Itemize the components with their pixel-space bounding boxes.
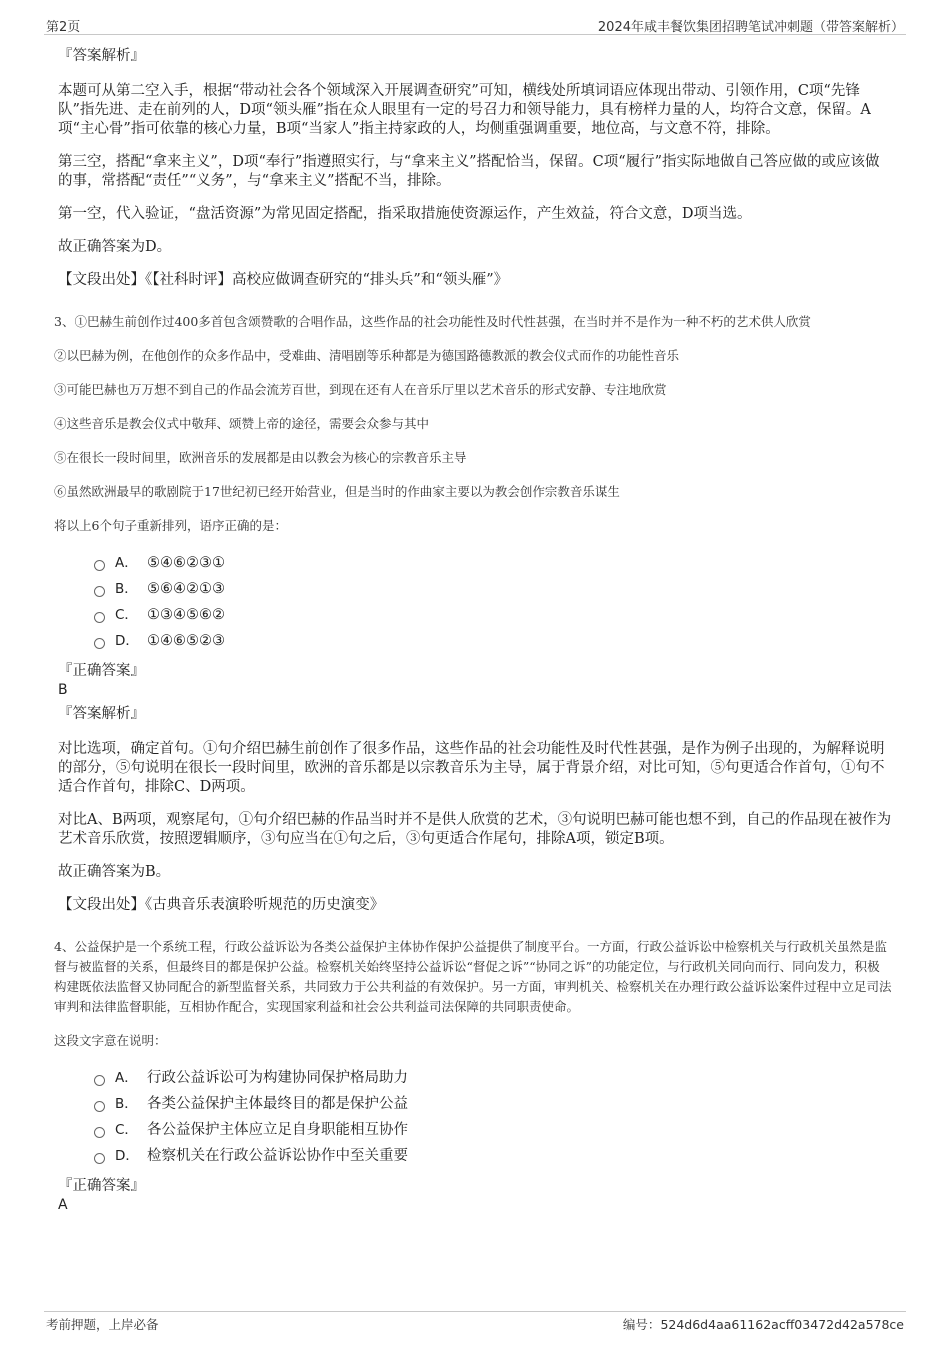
document-id-label: 编号：	[622, 1317, 661, 1332]
radio-icon[interactable]	[94, 560, 105, 571]
footer-slogan: 考前押题，上岸必备	[46, 1317, 159, 1332]
question-4-options	[94, 1065, 892, 1169]
question-3-sentence: ⑥虽然欧洲最早的歌剧院于17世纪初已经开始营业，但是当时的作曲家主要以为教会创作宗教音乐谋生	[54, 484, 620, 499]
analysis-paragraph: 对比A、B两项，观察尾句，①句介绍巴赫的作品当时并不是供人欣赏的艺术，③句说明巴赫可能也想不到，自己的作品现在被作为艺术音乐欣赏，按照逻辑顺序，③句应当在①句之后，③句更适合作尾句，排除A项，锁定B项。	[58, 812, 892, 847]
passage-source: 【文段出处】《古典音乐表演聆听规范的历史演变》	[58, 897, 385, 913]
option-a[interactable]: A． 行政公益诉讼可为构建协同保护格局助力	[94, 1065, 892, 1091]
analysis-paragraph: 第三空，搭配“拿来主义”，D项“奉行”指遵照实行，与“拿来主义”搭配恰当，保留。C项“履行”指实际地做自己答应做的或应该做的事，常搭配“责任”“义务”，与“拿来主义”搭配不当，排除。	[58, 154, 880, 189]
radio-icon[interactable]	[94, 1075, 105, 1086]
option-c[interactable]: C． ①③④⑤⑥②	[94, 602, 892, 628]
question-3-sentence: ④这些音乐是教会仪式中敬拜、颂赞上帝的途径，需要会众参与其中	[54, 416, 430, 431]
question-3-options	[94, 550, 892, 654]
radio-icon[interactable]	[94, 1127, 105, 1138]
question-3-stem: 3、①巴赫生前创作过400多首包含颂赞歌的合唱作品，这些作品的社会功能性及时代性甚强，在当时并不是作为一种不朽的艺术供人欣赏	[54, 314, 811, 329]
radio-icon[interactable]	[94, 1101, 105, 1112]
analysis-conclusion: 故正确答案为D。	[58, 239, 172, 255]
analysis-paragraph: 对比选项，确定首句。①句介绍巴赫生前创作了很多作品，这些作品的社会功能性及时代性甚强，是作为例子出现的，为解释说明的部分，⑤句说明在很长一段时间里，欧洲的音乐都是以宗教音乐为主导，属于背景介绍，对比可知，⑤句更适合作首句，①句不适合作首句，排除C、D两项。	[58, 741, 885, 795]
page-header	[44, 14, 906, 35]
analysis-conclusion: 故正确答案为B。	[58, 864, 171, 880]
radio-icon[interactable]	[94, 612, 105, 623]
answer-value: A	[58, 1197, 68, 1213]
option-d[interactable]: D． 检察机关在行政公益诉讼协作中至关重要	[94, 1143, 892, 1169]
question-3-sentence: ③可能巴赫也万万想不到自己的作品会流芳百世，到现在还有人在音乐厅里以艺术音乐的形式安静、专注地欣赏	[54, 382, 667, 397]
document-title: 2024年咸丰餐饮集团招聘笔试冲刺题（带答案解析）	[597, 20, 904, 35]
radio-icon[interactable]	[94, 1153, 105, 1164]
question-4-stem: 4、公益保护是一个系统工程，行政公益诉讼为各类公益保护主体协作保护公益提供了制度平台。一方面，行政公益诉讼中检察机关与行政机关虽然是监督与被监督的关系，但最终目的都是保护公益。检察机关始终坚持公益诉讼“督促之诉”“协同之诉”的功能定位，与行政机关同向而行、同向发力，积极构建既依法监督又协同配合的新型监督关系，共同致力于公共利益的有效保护。另一方面，审判机关、检察机关在办理行政公益诉讼案件过程中立足司法审判和法律监督职能，互相协作配合，实现国家利益和社会公共利益司法保障的共同职责使命。	[54, 939, 892, 1014]
page-number: 第2页	[46, 20, 81, 35]
answer-value: B	[58, 682, 68, 698]
radio-icon[interactable]	[94, 638, 105, 649]
analysis-label: 『答案解析』	[58, 706, 145, 722]
option-b[interactable]: B． ⑤⑥④②①③	[94, 576, 892, 602]
answer-label: 『正确答案』	[58, 1178, 145, 1194]
radio-icon[interactable]	[94, 586, 105, 597]
question-3-sentence: ⑤在很长一段时间里，欧洲音乐的发展都是由以教会为核心的宗教音乐主导	[54, 450, 467, 465]
document-body	[54, 42, 892, 1215]
analysis-paragraph: 第一空，代入验证，“盘活资源”为常见固定搭配，指采取措施使资源运作，产生效益，符合文意，D项当选。	[58, 206, 752, 222]
analysis-label: 『答案解析』	[58, 48, 145, 64]
option-a[interactable]: A． ⑤④⑥②③①	[94, 550, 892, 576]
option-b[interactable]: B． 各类公益保护主体最终目的都是保护公益	[94, 1091, 892, 1117]
passage-source: 【文段出处】《【社科时评】高校应做调查研究的“排头兵”和“领头雁”》	[58, 272, 509, 288]
option-c[interactable]: C． 各公益保护主体应立足自身职能相互协作	[94, 1117, 892, 1143]
analysis-paragraph: 本题可从第二空入手，根据“带动社会各个领域深入开展调查研究”可知，横线处所填词语应体现出带动、引领作用，C项“先锋队”指先进、走在前列的人，D项“领头雁”指在众人眼里有一定的号召力和领导能力，具有榜样力量的人，均符合文意，保留。A项“主心骨”指可依靠的核心力量，B项“当家人”指主持家政的人，均侧重强调重要，地位高，与文意不符，排除。	[58, 83, 871, 137]
answer-label: 『正确答案』	[58, 663, 145, 679]
document-id-value: 524d6d4aa61162acff03472d42a578ce	[660, 1317, 904, 1332]
question-3-prompt: 将以上6个句子重新排列，语序正确的是：	[54, 518, 287, 533]
question-3-sentence: ②以巴赫为例，在他创作的众多作品中，受难曲、清唱剧等乐种都是为德国路德教派的教会仪式而作的功能性音乐	[54, 348, 680, 363]
option-d[interactable]: D． ①④⑥⑤②③	[94, 628, 892, 654]
question-4-prompt: 这段文字意在说明：	[54, 1033, 167, 1048]
document-id	[623, 1315, 904, 1333]
page-footer	[44, 1311, 906, 1334]
